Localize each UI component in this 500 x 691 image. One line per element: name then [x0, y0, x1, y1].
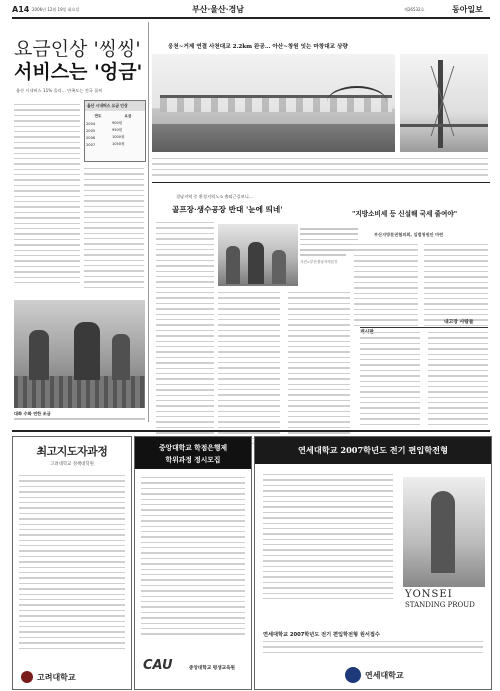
commentary-headline: "지방소비세 등 신설해 국세 줄여야"	[352, 210, 458, 218]
interview-byline: 경남지역 중 환경지역노소 출퇴근길보니…	[176, 194, 253, 199]
bridge-body	[152, 158, 488, 180]
bus-photo-caption-detail	[14, 418, 145, 423]
yonsei-footer: 연세대학교 2007학년도 전기 편입학전형 원서접수	[263, 632, 380, 638]
interview-body-col2	[218, 292, 280, 448]
notice-body-col1	[360, 332, 420, 429]
fare-table-title: 울산 시내버스 요금 인상	[85, 101, 145, 111]
chungang-brand: CAU	[143, 658, 173, 673]
bus-photo-caption: 대화 수화 연한 조금	[14, 411, 51, 416]
yonsei-campus-photo	[403, 477, 485, 587]
lead-subhead: 울산 시내버스 11% 올라… 만족도는 전국 꼴찌	[16, 88, 103, 93]
issue-date: 2006년 12월 19일 화요일	[32, 7, 80, 12]
korea-logo-text: 고려대학교	[37, 671, 76, 682]
crest-icon	[21, 671, 33, 683]
chungang-footer: 중앙대학교 평생교육원	[189, 666, 235, 671]
chungang-university-ad	[134, 436, 252, 690]
issue-number: 제26532호	[404, 7, 425, 12]
notice-body-col2	[428, 332, 488, 429]
interview-body-col1	[156, 222, 214, 438]
notice-board-header	[360, 318, 488, 328]
crest-icon	[345, 667, 361, 683]
col-header: 연도	[94, 114, 102, 118]
table-row	[85, 120, 145, 127]
table-cell: 950원	[111, 128, 123, 132]
yonsei-slogan-2: STANDING PROUD	[405, 601, 475, 609]
lead-body-col2	[84, 168, 144, 292]
table-row	[85, 127, 145, 134]
page-header	[12, 3, 490, 16]
photo-credit: 사진=부산경남지역본부	[300, 259, 338, 264]
section-title: 부산·울산·경남	[192, 4, 244, 14]
table-cell: 1050원	[111, 142, 125, 146]
korea-university-ad	[12, 436, 132, 690]
table-cell: 2006	[86, 135, 96, 140]
korea-ad-logo	[21, 671, 76, 683]
section-divider	[152, 182, 490, 183]
commentary-subhead: 부산지방분권협의회, 입법청원안 마련	[374, 232, 444, 237]
yonsei-slogan-1: YONSEI	[405, 589, 453, 600]
yonsei-ad-title: 연세대학교 2007학년도 전기 편입학전형	[298, 445, 448, 455]
table-cell: 900원	[111, 121, 123, 125]
header-rule	[12, 17, 490, 19]
fare-table-box	[84, 100, 146, 162]
page-number: A14	[12, 5, 30, 14]
bridge-tower-photo	[400, 54, 488, 152]
korea-ad-title: 최고지도자과정	[36, 445, 108, 458]
korea-ad-subtitle: 고려대학교 정책대학원	[50, 462, 94, 467]
yonsei-university-ad	[254, 436, 492, 690]
local-people-title: 내고장 사람들	[444, 320, 474, 325]
interview-headline: 골프장·생수공장 반대 '눈에 띄네'	[172, 205, 283, 214]
newspaper-name: 동아일보	[452, 5, 483, 14]
yonsei-logo-text: 연세대학교	[365, 669, 404, 680]
chungang-ad-line2: 학위과정 정시모집	[165, 456, 221, 464]
lead-headline-2: 서비스는 '엉금'	[14, 61, 143, 83]
lead-body-col1	[14, 104, 80, 287]
bridge-headline: 웅천~거제 연결 사천대교 2.2km 완공… 아산~창원 잇는 마창대교 상량	[168, 44, 348, 50]
table-row	[85, 141, 145, 148]
ad-divider	[12, 430, 490, 432]
yonsei-logo	[345, 667, 404, 683]
bus-stop-photo	[14, 300, 145, 408]
table-cell: 2005	[86, 128, 96, 133]
interview-body-col3	[288, 292, 350, 448]
chungang-ad-line1: 중앙대학교 학점은행제	[158, 444, 228, 452]
col-header: 요금	[124, 114, 132, 118]
table-row	[85, 134, 145, 141]
protest-photo	[218, 224, 298, 286]
protest-photo-caption	[300, 228, 358, 265]
column-divider	[148, 22, 149, 422]
table-cell: 2004	[86, 121, 96, 126]
fare-table	[85, 113, 145, 148]
bridge-panorama-photo	[152, 54, 395, 152]
table-cell: 1000원	[111, 135, 125, 139]
table-cell: 2007	[86, 142, 96, 147]
lead-headline-1: 요금인상 '씽씽'	[14, 38, 141, 60]
